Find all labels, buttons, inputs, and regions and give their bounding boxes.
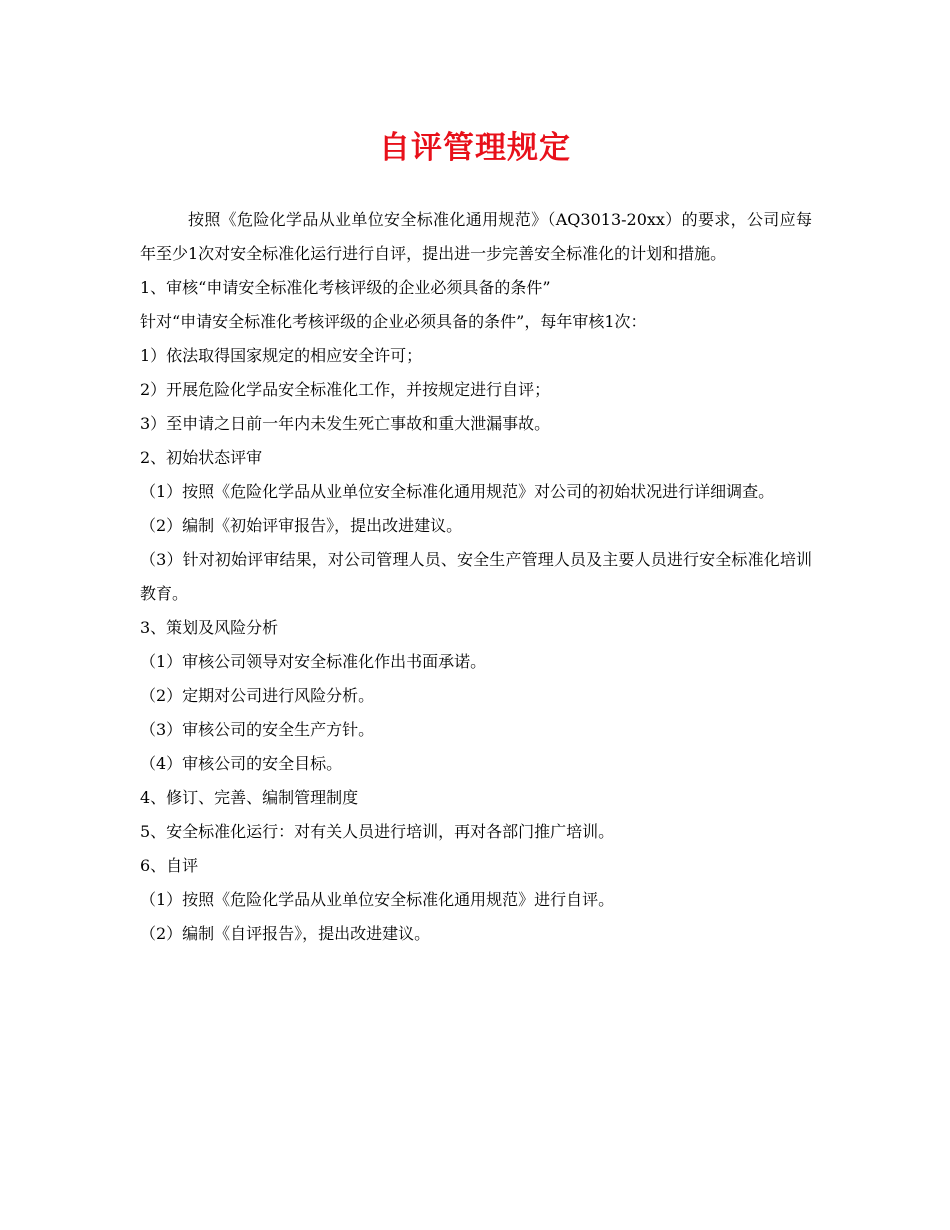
section-2-item-1: （1）按照《危险化学品从业单位安全标准化通用规范》对公司的初始状况进行详细调查。 bbox=[140, 482, 775, 501]
section-1-text: 针对“申请安全标准化考核评级的企业必须具备的条件”，每年审核1次： bbox=[140, 312, 647, 331]
section-2-heading: 2、初始状态评审 bbox=[140, 448, 263, 467]
section-1-heading: 1、审核“申请安全标准化考核评级的企业必须具备的条件” bbox=[140, 278, 551, 297]
section-3-item-3: （3）审核公司的安全生产方针。 bbox=[140, 720, 375, 739]
intro-paragraph: 按照《危险化学品从业单位安全标准化通用规范》（AQ3013-20xx）的要求，公司应每年至少1次对安全标准化运行进行自评，提出进一步完善安全标准化的计划和措施。 bbox=[140, 210, 812, 263]
section-6-heading: 6、自评 bbox=[140, 856, 199, 875]
section-2-item-3: （3）针对初始评审结果，对公司管理人员、安全生产管理人员及主要人员进行安全标准化培训教育。 bbox=[140, 550, 812, 603]
section-4-heading: 4、修订、完善、编制管理制度 bbox=[140, 788, 359, 807]
section-2-item-2: （2）编制《初始评审报告》，提出改进建议。 bbox=[140, 516, 463, 535]
section-1-item-3: 3）至申请之日前一年内未发生死亡事故和重大泄漏事故。 bbox=[140, 414, 551, 433]
section-3-item-4: （4）审核公司的安全目标。 bbox=[140, 754, 343, 773]
section-3-heading: 3、策划及风险分析 bbox=[140, 618, 279, 637]
section-5-heading: 5、安全标准化运行：对有关人员进行培训，再对各部门推广培训。 bbox=[140, 822, 615, 841]
section-6-item-1: （1）按照《危险化学品从业单位安全标准化通用规范》进行自评。 bbox=[140, 890, 615, 909]
section-1-item-2: 2）开展危险化学品安全标准化工作，并按规定进行自评； bbox=[140, 380, 551, 399]
document-body bbox=[140, 203, 812, 951]
section-3-item-1: （1）审核公司领导对安全标准化作出书面承诺。 bbox=[140, 652, 487, 671]
section-3-item-2: （2）定期对公司进行风险分析。 bbox=[140, 686, 375, 705]
section-1-item-1: 1）依法取得国家规定的相应安全许可； bbox=[140, 346, 423, 365]
section-6-item-2: （2）编制《自评报告》，提出改进建议。 bbox=[140, 924, 431, 943]
document-title: 自评管理规定 bbox=[379, 130, 571, 166]
